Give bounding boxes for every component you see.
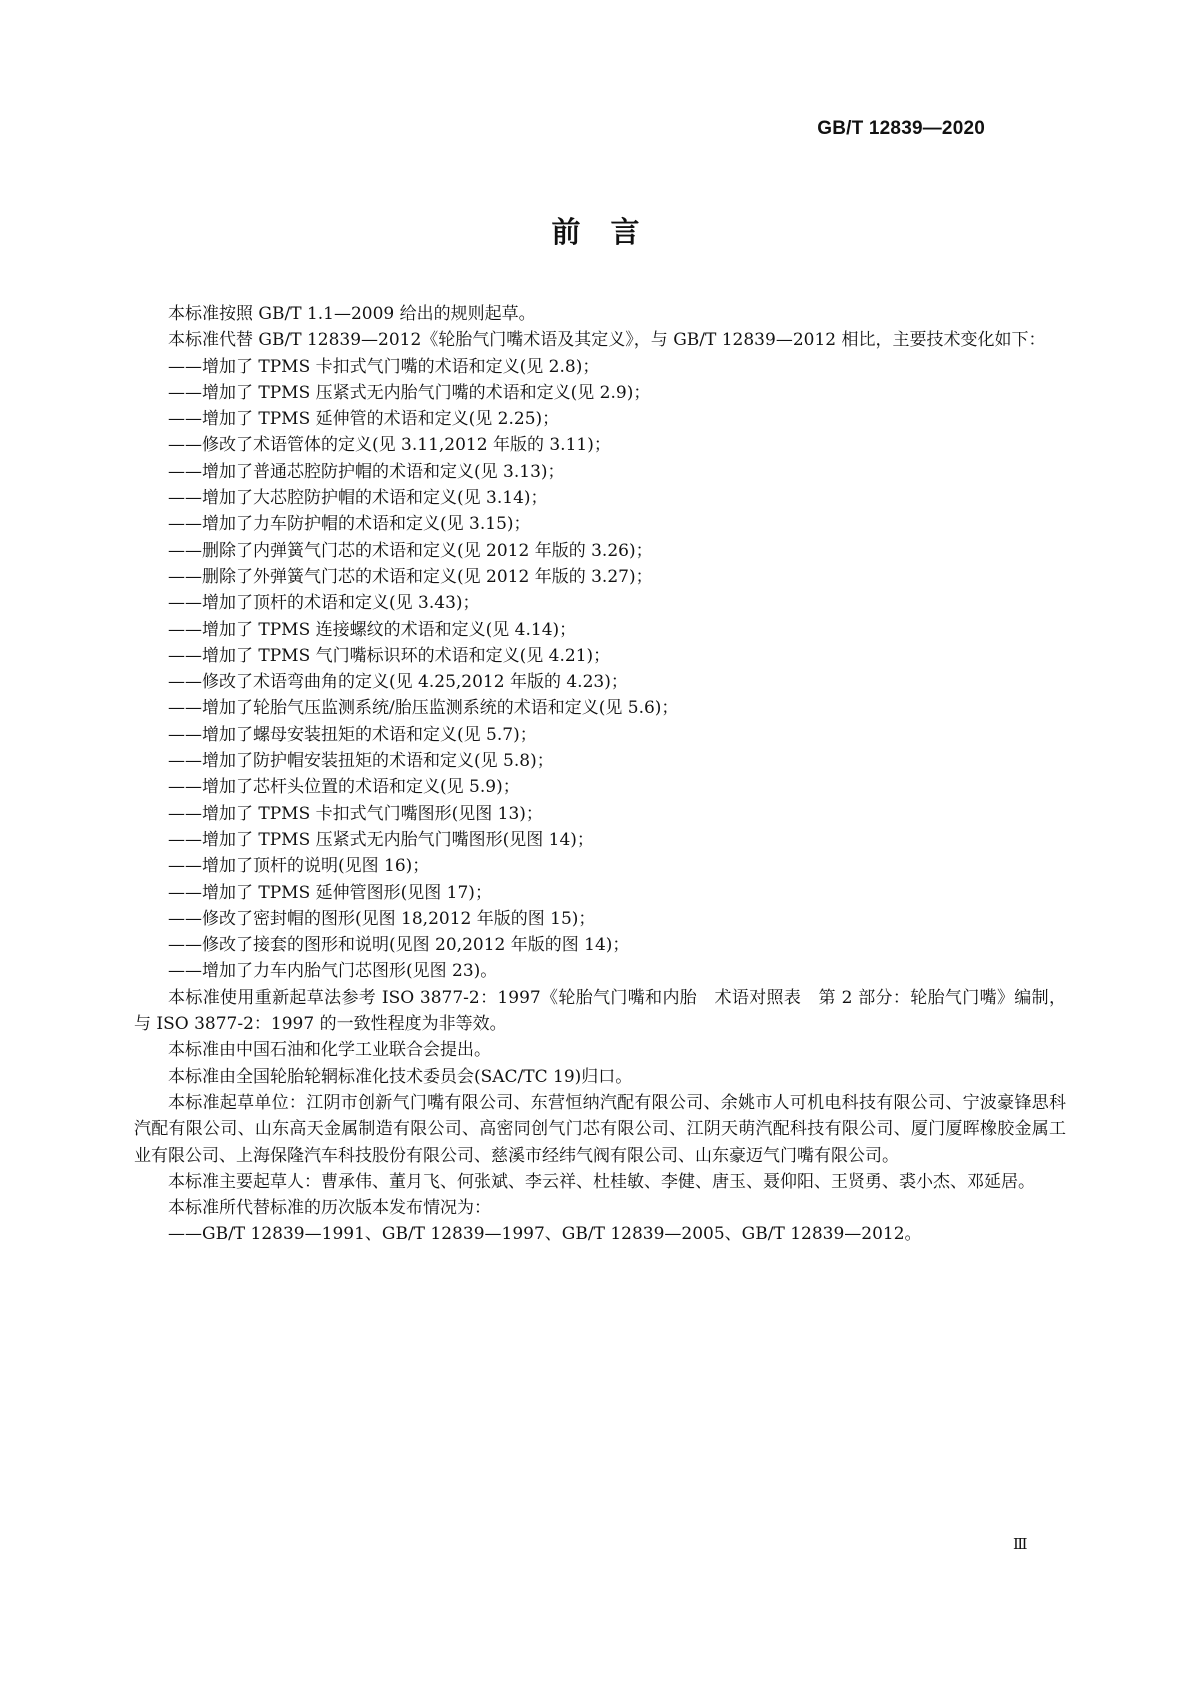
list-item: ——增加了防护帽安装扭矩的术语和定义(见 5.8)； bbox=[168, 751, 554, 772]
list-item: ——增加了 TPMS 延伸管图形(见图 17)； bbox=[168, 882, 492, 903]
list-item: ——GB/T 12839—1991、GB/T 12839—1997、GB/T 12839—2005、GB/T 12839—2012。 bbox=[168, 1224, 922, 1245]
list-item: ——删除了外弹簧气门芯的术语和定义(见 2012 年版的 3.27)； bbox=[168, 566, 653, 587]
page-number: Ⅲ bbox=[1013, 1535, 1028, 1553]
list-item: ——增加了 TPMS 连接螺纹的术语和定义(见 4.14)； bbox=[168, 619, 577, 640]
list-item: ——修改了接套的图形和说明(见图 20,2012 年版的图 14)； bbox=[168, 935, 630, 956]
list-item: ——增加了芯杆头位置的术语和定义(见 5.9)； bbox=[168, 777, 520, 798]
list-item: ——增加了螺母安装扭矩的术语和定义(见 5.7)； bbox=[168, 724, 537, 745]
list-item: ——增加了普通芯腔防护帽的术语和定义(见 3.13)； bbox=[168, 461, 565, 482]
list-item: ——增加了轮胎气压监测系统/胎压监测系统的术语和定义(见 5.6)； bbox=[168, 698, 679, 719]
list-item: ——增加了大芯腔防护帽的术语和定义(见 3.14)； bbox=[168, 488, 548, 509]
history-list bbox=[134, 1221, 1066, 1247]
document-body bbox=[134, 301, 1066, 1248]
drafters-paragraph: 本标准主要起草人：曹承伟、董月飞、何张斌、李云祥、杜桂敏、李健、唐玉、聂仰阳、王贤勇、裘小杰、邓延居。 bbox=[168, 1171, 1035, 1192]
standard-number: GB/T 12839—2020 bbox=[817, 118, 985, 139]
list-item: ——增加了力车内胎气门芯图形(见图 23)。 bbox=[168, 961, 498, 982]
list-item: ——增加了力车防护帽的术语和定义(见 3.15)； bbox=[168, 514, 531, 535]
list-item: ——增加了 TPMS 卡扣式气门嘴图形(见图 13)； bbox=[168, 803, 543, 824]
list-item: ——删除了内弹簧气门芯的术语和定义(见 2012 年版的 3.26)； bbox=[168, 540, 653, 561]
list-item: ——增加了 TPMS 延伸管的术语和定义(见 2.25)； bbox=[168, 409, 560, 430]
history-intro-paragraph: 本标准所代替标准的历次版本发布情况为： bbox=[168, 1198, 491, 1219]
intro-paragraph-replacement: 本标准代替 GB/T 12839—2012《轮胎气门嘴术语及其定义》，与 GB/T 12839—2012 相比，主要技术变化如下： bbox=[168, 330, 1046, 351]
page-title: 前言 bbox=[551, 215, 670, 249]
list-item: ——修改了密封帽的图形(见图 18,2012 年版的图 15)； bbox=[168, 908, 596, 929]
list-item: ——增加了顶杆的说明(见图 16)； bbox=[168, 856, 430, 877]
proposed-by-paragraph: 本标准由中国石油和化学工业联合会提出。 bbox=[168, 1040, 491, 1061]
iso-reference-paragraph: 本标准使用重新起草法参考 ISO 3877-2：1997《轮胎气门嘴和内胎 术语对照表 第 2 部分：轮胎气门嘴》编制，与 ISO 3877-2：1997 的一致性程度为非等效。 bbox=[134, 987, 1066, 1035]
list-item: ——增加了 TPMS 压紧式无内胎气门嘴的术语和定义(见 2.9)； bbox=[168, 382, 651, 403]
intro-paragraph-drafting-rules: 本标准按照 GB/T 1.1—2009 给出的规则起草。 bbox=[168, 304, 536, 324]
centralized-by-paragraph: 本标准由全国轮胎轮辋标准化技术委员会(SAC/TC 19)归口。 bbox=[168, 1066, 633, 1087]
list-item: ——增加了 TPMS 气门嘴标识环的术语和定义(见 4.21)； bbox=[168, 645, 611, 666]
list-item: ——修改了术语弯曲角的定义(见 4.25,2012 年版的 4.23)； bbox=[168, 672, 628, 693]
list-item: ——增加了 TPMS 卡扣式气门嘴的术语和定义(见 2.8)； bbox=[168, 356, 600, 377]
list-item: ——增加了 TPMS 压紧式无内胎气门嘴图形(见图 14)； bbox=[168, 829, 594, 850]
list-item: ——增加了顶杆的术语和定义(见 3.43)； bbox=[168, 593, 480, 614]
technical-changes-list bbox=[134, 354, 1066, 985]
list-item: ——修改了术语管体的定义(见 3.11,2012 年版的 3.11)； bbox=[168, 435, 611, 456]
drafting-units-paragraph: 本标准起草单位：江阴市创新气门嘴有限公司、东营恒纳汽配有限公司、余姚市人可机电科技有限公司、宁波豪锋思科汽配有限公司、山东高天金属制造有限公司、高密同创气门芯有限公司、江阴天萌汽配科技有限公司、厦门厦晖橡胶金属工业有限公司、上海保隆汽车科技股份有限公司、慈溪市经纬气阀有限公司、山东豪迈气门嘴有限公司。 bbox=[134, 1092, 1066, 1166]
